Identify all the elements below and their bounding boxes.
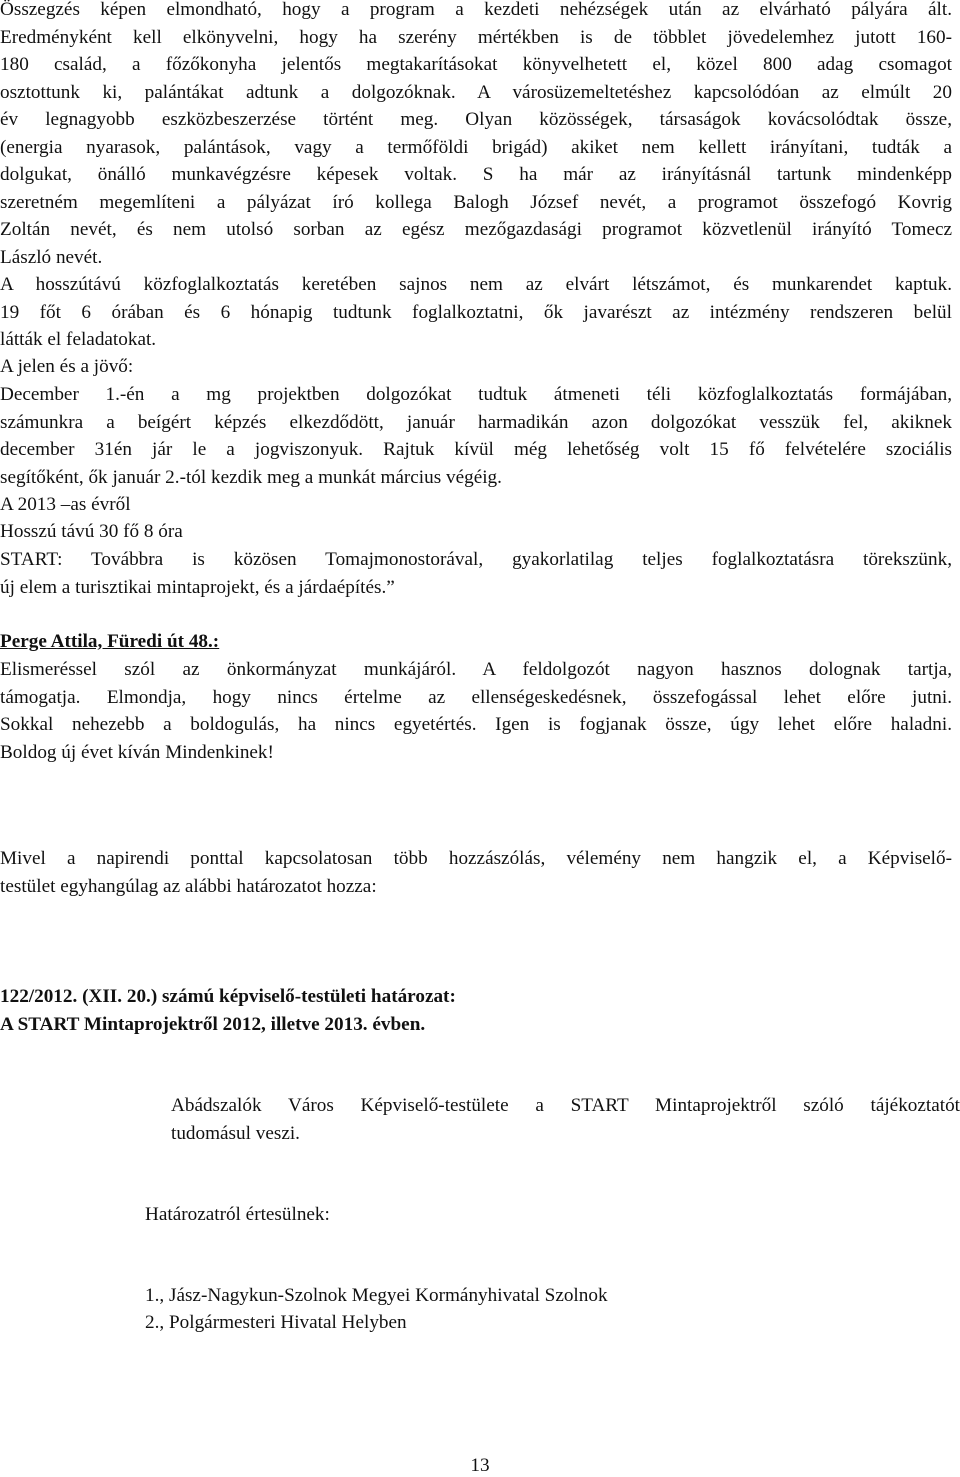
text-line: tudomásul veszi. <box>171 1122 300 1144</box>
text-line: számunkra a beígért képzés elkezdődött, január harmadikán azon dolgozókat vesszük fel, akiknek <box>0 411 952 433</box>
text-line: Eredményként kell elkönyvelni, hogy ha szerény mértékben is de többlet jövedelemhez jutott 160- <box>0 26 952 48</box>
text-line: december 31én jár le a jogviszonyuk. Rajtuk kívül még lehetőség volt 15 fő felvételére szociális <box>0 439 952 460</box>
paragraph-decision-intro <box>0 845 952 900</box>
text-line: A hosszútávú közfoglalkoztatás keretében sajnos nem az elvárt létszámot, és munkarendet kaptuk. <box>0 274 952 295</box>
page-number: 13 <box>470 1455 490 1476</box>
paragraph-speaker-comment <box>0 656 952 766</box>
paragraph-long-term-employment <box>0 271 952 354</box>
text-line: László nevét. <box>0 246 103 268</box>
heading-present-and-future: A jelen és a jövő: <box>0 356 134 377</box>
text-line: 19 főt 6 órában és 6 hónapig tudtunk foglalkoztatni, ők javarészt az intézmény rendszeren belül <box>0 301 952 323</box>
paragraph-program-summary <box>0 0 952 271</box>
text-line: Összegzés képen elmondható, hogy a program a kezdeti nehézségek után az elvárható pályára ált. <box>0 0 952 20</box>
notify-item: 2., Polgármesteri Hivatal Helyben <box>145 1312 407 1333</box>
text-line: segítőként, ők január 2.-tól kezdik meg a munkát március végéig. <box>0 466 502 488</box>
text-line: új elem a turisztikai mintaprojekt, és a járdaépítés.” <box>0 576 395 598</box>
notify-heading: Határozatról értesülnek: <box>145 1204 330 1225</box>
text-line: támogatja. Elmondja, hogy nincs értelme az ellenségeskedésnek, összefogással lehet előre jutni. <box>0 686 952 708</box>
text-line: START: Továbbra is közösen Tomajmonostorával, gyakorlatilag teljes foglalkoztatásra törekszünk, <box>0 549 952 570</box>
line-long-term: Hosszú távú 30 fő 8 óra <box>0 521 183 542</box>
speaker-heading: Perge Attila, Füredi út 48.: <box>0 631 220 652</box>
text-line: (energia nyarasok, palántások, vagy a termőföldi brigád) akiket nem kellett irányítani, tudták a <box>0 136 952 158</box>
text-line: osztottunk ki, palántákat adtunk a dolgozóknak. A városüzemeltetéshez kapcsolódóan az elmúlt 20 <box>0 81 952 103</box>
resolution-body <box>171 1092 960 1147</box>
paragraph-start <box>0 546 952 601</box>
notify-item: 1., Jász-Nagykun-Szolnok Megyei Kormányhivatal Szolnok <box>145 1285 608 1306</box>
text-line: Boldog új évet kíván Mindenkinek! <box>0 741 274 763</box>
text-line: dolgukat, önálló munkavégzésre képesek voltak. S ha már az irányításnál tartunk mindenképp <box>0 164 952 185</box>
text-line: látták el feladatokat. <box>0 329 157 350</box>
text-line: szeretném megemlíteni a pályázat író kollega Balogh József nevét, a programot összefogó Kovrig <box>0 191 952 213</box>
text-line: Sokkal nehezebb a boldogulás, ha nincs egyetértés. Igen is fogjanak össze, úgy lehet előre haladni. <box>0 714 952 735</box>
text-line: December 1.-én a mg projektben dolgozókat tudtuk átmeneti téli közfoglalkoztatás formájában, <box>0 384 952 405</box>
text-line: Zoltán nevét, és nem utolsó sorban az egész mezőgazdasági programot közvetlenül irányító Tomecz <box>0 219 952 240</box>
resolution-number: 122/2012. (XII. 20.) számú képviselő-testületi határozat: <box>0 986 456 1007</box>
text-line: 180 család, a főzőkonyha jelentős megtakarításokat könyvelhetett el, közel 800 adag csomagot <box>0 54 952 75</box>
text-line: Mivel a napirendi ponttal kapcsolatosan több hozzászólás, vélemény nem hangzik el, a Képviselő- <box>0 848 952 869</box>
line-2013: A 2013 –as évről <box>0 494 131 515</box>
text-line: testület egyhangúlag az alábbi határozatot hozza: <box>0 875 377 897</box>
text-line: év legnagyobb eszközbeszerzése történt meg. Olyan közösségek, társaságok kovácsolódtak össze, <box>0 109 952 130</box>
resolution-title: A START Mintaprojektről 2012, illetve 2013. évben. <box>0 1014 426 1035</box>
paragraph-december <box>0 381 952 491</box>
text-line: Elismeréssel szól az önkormányzat munkájáról. A feldolgozót nagyon hasznos dolognak tartja, <box>0 659 952 680</box>
text-line: Abádszalók Város Képviselő-testülete a START Mintaprojektről szóló tájékoztatót <box>171 1095 960 1116</box>
